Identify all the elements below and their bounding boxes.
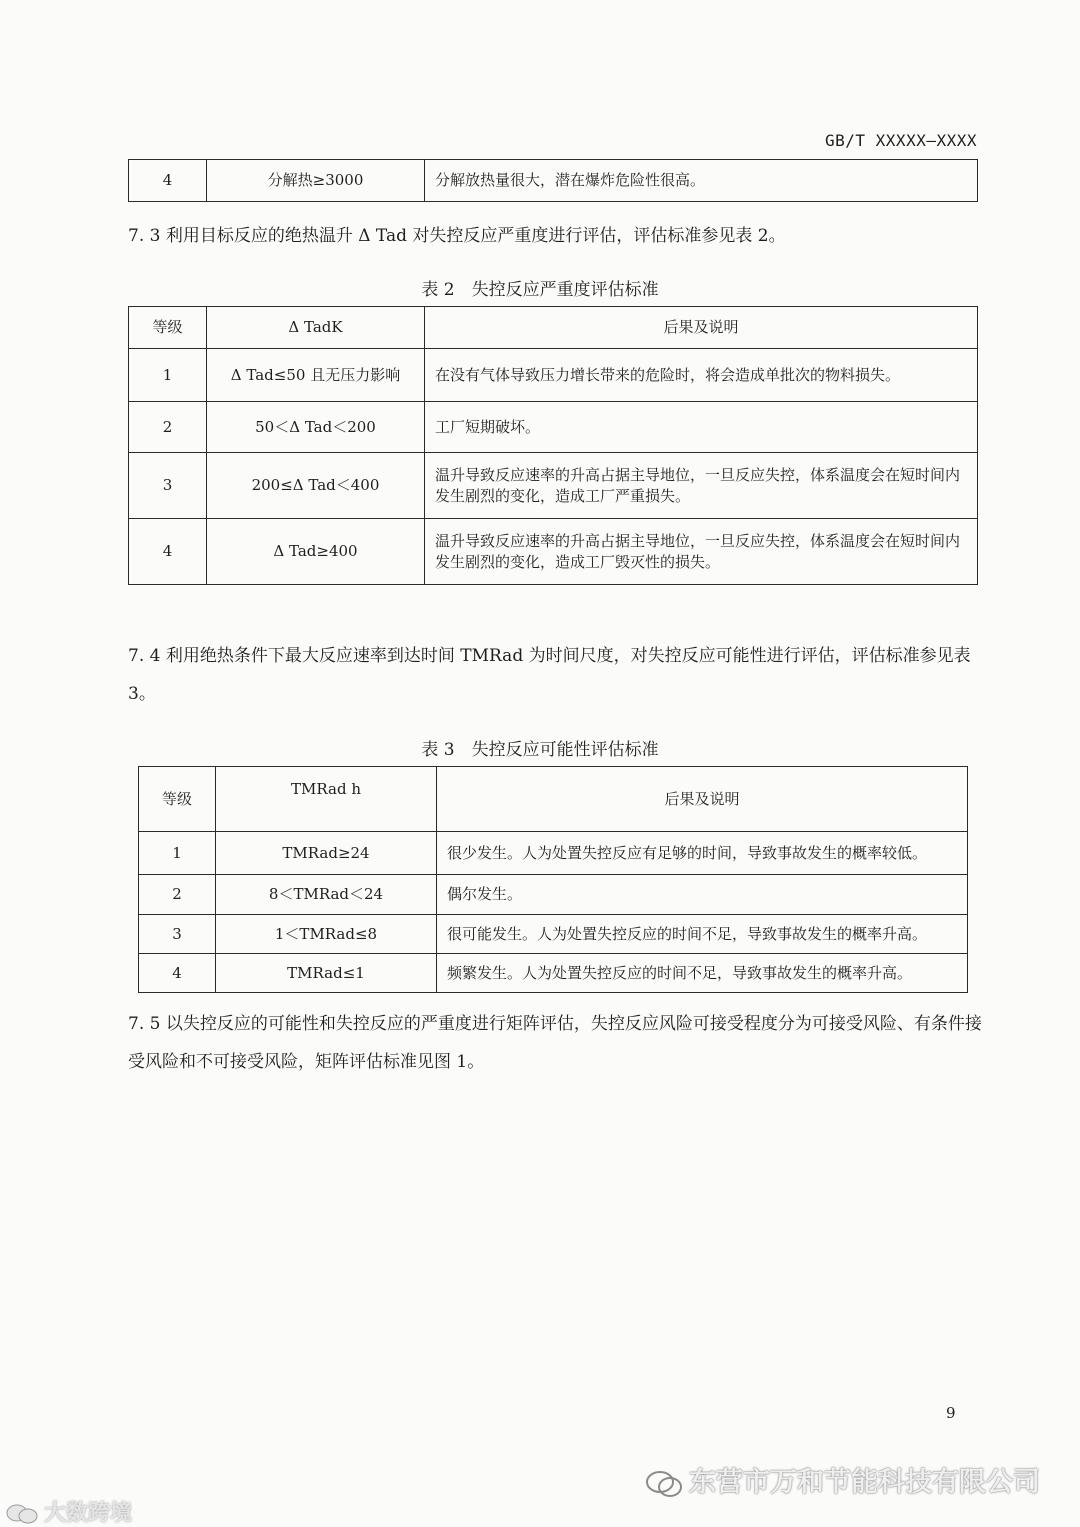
chat-bubble-icon: [6, 1503, 38, 1525]
table-header-row: [129, 307, 978, 349]
level-cell: 4: [129, 519, 207, 585]
criterion-cell: 8＜TMRad＜24: [216, 875, 437, 915]
criterion-cell: Δ Tad≥400: [207, 519, 425, 585]
wechat-icon: [645, 1469, 683, 1499]
level-cell: 4: [139, 954, 216, 993]
level-cell: 3: [129, 453, 207, 519]
description-cell: 频繁发生。人为处置失控反应的时间不足，导致事故发生的概率升高。: [437, 954, 968, 993]
criterion-cell: 1＜TMRad≤8: [216, 915, 437, 954]
table-3-caption: 表 3 失控反应可能性评估标准: [421, 740, 659, 760]
criterion-cell: Δ Tad≤50 且无压力影响: [207, 349, 425, 402]
table-row: [129, 519, 978, 585]
level-cell: 2: [139, 875, 216, 915]
table-row: [129, 402, 978, 453]
table-row: [139, 954, 968, 993]
table-row: [139, 875, 968, 915]
level-cell: 1: [129, 349, 207, 402]
level-cell: 4: [129, 160, 207, 202]
criterion-cell: 50＜Δ Tad＜200: [207, 402, 425, 453]
level-cell: 2: [129, 402, 207, 453]
description-cell: 温升导致反应速率的升高占据主导地位，一旦反应失控，体系温度会在短时间内发生剧烈的变化，造成工厂严重损失。: [425, 453, 978, 519]
table-row: [129, 160, 978, 202]
table-header-row: [139, 767, 968, 832]
level-cell: 1: [139, 832, 216, 875]
description-cell: 温升导致反应速率的升高占据主导地位，一旦反应失控，体系温度会在短时间内发生剧烈的变化，造成工厂毁灭性的损失。: [425, 519, 978, 585]
criterion-cell: 200≤Δ Tad＜400: [207, 453, 425, 519]
description-cell: 很可能发生。人为处置失控反应的时间不足，导致事故发生的概率升高。: [437, 915, 968, 954]
header-cell: 等级: [139, 767, 216, 832]
table-row: [129, 349, 978, 402]
header-cell: 后果及说明: [425, 307, 978, 349]
table-3: [138, 766, 968, 993]
standard-code: GB/T XXXXX—XXXX: [825, 131, 977, 150]
section-7-5-paragraph: 7. 5 以失控反应的可能性和失控反应的严重度进行矩阵评估，失控反应风险可接受程度分为可接受风险、有条件接受风险和不可接受风险，矩阵评估标准见图 1。: [128, 1014, 982, 1072]
table-2: [128, 306, 978, 585]
watermark-right-text: 东营市万和节能科技有限公司: [689, 1467, 1040, 1498]
table-2-caption: 表 2 失控反应严重度评估标准: [421, 280, 659, 300]
page-number: 9: [946, 1404, 956, 1422]
criterion-cell: TMRad≤1: [216, 954, 437, 993]
description-cell: 在没有气体导致压力增长带来的危险时，将会造成单批次的物料损失。: [425, 349, 978, 402]
criterion-cell: TMRad≥24: [216, 832, 437, 875]
description-cell: 分解放热量很大，潜在爆炸危险性很高。: [425, 160, 978, 202]
table-row: [129, 453, 978, 519]
section-7-3-paragraph: 7. 3 利用目标反应的绝热温升 Δ Tad 对失控反应严重度进行评估，评估标准参见表 2。: [128, 226, 786, 246]
description-cell: 很少发生。人为处置失控反应有足够的时间，导致事故发生的概率较低。: [437, 832, 968, 875]
header-cell: 后果及说明: [437, 767, 968, 832]
header-cell: 等级: [129, 307, 207, 349]
criterion-cell: 分解热≥3000: [207, 160, 425, 202]
watermark-left-text: 大数跨境: [44, 1501, 133, 1526]
description-cell: 偶尔发生。: [437, 875, 968, 915]
watermark-left: [6, 1496, 132, 1527]
description-cell: 工厂短期破坏。: [425, 402, 978, 453]
table-1-tail: [128, 159, 978, 202]
section-7-4-paragraph: 7. 4 利用绝热条件下最大反应速率到达时间 TMRad 为时间尺度，对失控反应可能性进行评估，评估标准参见表 3。: [128, 646, 971, 704]
watermark-right: [645, 1460, 1040, 1499]
level-cell: 3: [139, 915, 216, 954]
header-cell: Δ TadK: [207, 307, 425, 349]
table-row: [139, 915, 968, 954]
table-row: [139, 832, 968, 875]
header-cell: TMRad h: [216, 767, 437, 832]
